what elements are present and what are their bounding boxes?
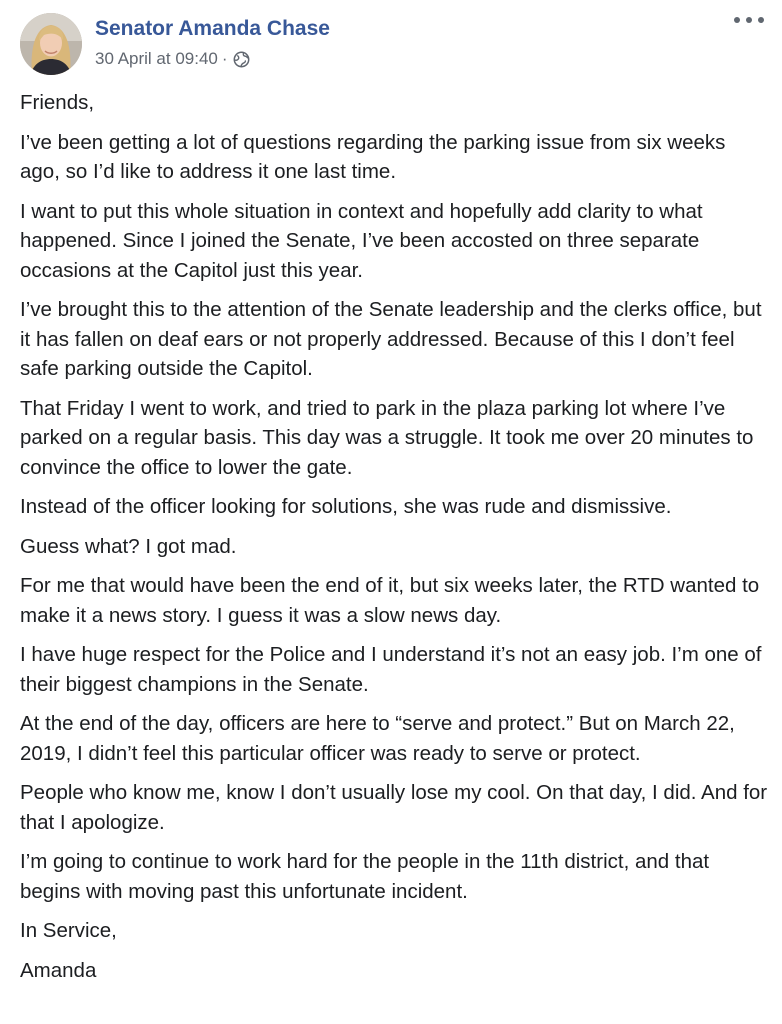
post-paragraph: Instead of the officer looking for solutions, she was rude and dismissive. xyxy=(20,495,672,518)
post-paragraph: I’ve brought this to the attention of the Senate leadership and the clerks office, but it has fallen on deaf ears or not properly addressed. Because of this I don’t feel safe parking outside the Capitol. xyxy=(20,298,762,380)
post-paragraph: I want to put this whole situation in context and hopefully add clarity to what happened. Since I joined the Senate, I’ve been accosted on three separate occasions at the Capitol just this year. xyxy=(20,199,703,282)
globe-icon[interactable] xyxy=(233,51,250,68)
post-paragraph: Guess what? I got mad. xyxy=(20,534,237,558)
post-paragraph: That Friday I went to work, and tried to park in the plaza parking lot where I’ve parked on a regular basis. This day was a struggle. It took me over 20 minutes to convince the office to lower the gate. xyxy=(20,396,754,479)
post-paragraph: I have huge respect for the Police and I understand it’s not an easy job. I’m one of their biggest champions in the Senate. xyxy=(20,643,762,696)
post-paragraph: Friends, xyxy=(20,91,95,114)
author-name[interactable]: Senator Amanda Chase xyxy=(95,17,330,40)
more-dot xyxy=(734,17,740,23)
post-meta xyxy=(95,48,250,70)
post-paragraph: I’m going to continue to work hard for the people in the 11th district, and that begins with moving past this unfortunate incident. xyxy=(20,850,710,903)
more-dot xyxy=(758,17,764,23)
meta-separator: · xyxy=(221,49,228,68)
post-timestamp[interactable]: 30 April at 09:40 xyxy=(95,49,218,68)
post-paragraph: I’ve been getting a lot of questions regarding the parking issue from six weeks ago, so I’d like to address it one last time. xyxy=(20,130,726,183)
post-paragraph: Amanda xyxy=(20,958,97,982)
post-paragraph: For me that would have been the end of it, but six weeks later, the RTD wanted to make it a news story. I guess it was a slow news day. xyxy=(20,574,760,627)
avatar[interactable] xyxy=(20,13,82,75)
more-dot xyxy=(746,17,752,23)
more-options-icon[interactable] xyxy=(734,10,764,30)
post-text xyxy=(20,88,770,995)
avatar-image xyxy=(20,13,82,75)
post-paragraph: In Service, xyxy=(20,919,117,942)
post-paragraph: People who know me, know I don’t usually lose my cool. On that day, I did. And for that I apologize. xyxy=(20,781,768,834)
post-paragraph: At the end of the day, officers are here to “serve and protect.” But on March 22, 2019, I didn’t feel this particular officer was ready to serve or protect. xyxy=(20,712,735,765)
